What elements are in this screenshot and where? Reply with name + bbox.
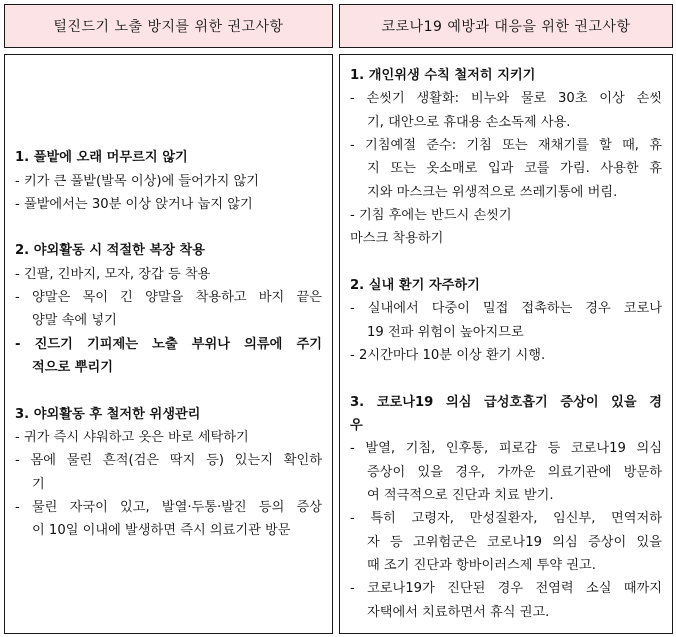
left-s2-item-1: - 긴팔, 긴바지, 모자, 장갑 등 착용 [15,267,211,282]
right-s2-item-2: - 2시간마다 10분 이상 환기 시행. [350,348,546,363]
right-s1-item-2-cont: 지 또는 옷소매로 입과 코를 가림. 사용한 휴 [367,161,662,176]
left-content-cell [4,54,333,634]
left-s3-item-1: - 귀가 즉시 샤워하고 옷은 바로 세탁하기 [15,430,249,445]
left-s3-item-3-cont: 이 10일 이내에 발생하면 즉시 의료기관 방문 [32,523,291,538]
right-content-cell [339,54,673,634]
right-s1-item-3: - 기침 후에는 반드시 손씻기 [350,208,512,223]
right-s3-item-3-cont: 자택에서 치료하면서 휴식 권고. [367,605,550,620]
left-s3-item-2: - 몸에 물린 흔적(검은 딱지 등) 있는지 확인하 [15,453,322,468]
right-s3-item-1-cont: 증상이 있을 경우, 가까운 의료기관에 방문하 [367,465,662,480]
left-s2-item-2-cont: 양말 속에 넣기 [32,313,117,328]
left-s2-item-3: - 진드기 기피제는 노출 부위나 의류에 주기 [15,337,322,352]
right-s3-item-2-cont2: 때 조기 진단과 항바이러스제 투약 권고. [367,558,596,573]
left-s3-item-2-cont: 기 [32,477,45,492]
left-section-1-title: 1. 풀밭에 오래 머무르지 않기 [15,150,188,165]
left-s2-item-3-cont: 적으로 뿌리기 [32,360,114,375]
left-header-title: 털진드기 노출 방지를 위한 권고사항 [53,19,284,35]
right-s1-item-2: - 기침예절 준수: 기침 또는 재채기를 할 때, 휴 [350,138,662,153]
right-s3-item-2: - 특히 고령자, 만성질환자, 임신부, 면역저하 [350,511,662,526]
right-s1-item-3-cont: 마스크 착용하기 [350,231,444,246]
right-header [339,4,673,48]
left-s1-item-1: - 키가 큰 풀밭(발목 이상)에 들어가지 않기 [15,174,260,189]
left-s1-item-2: - 풀밭에서는 30분 이상 앉거나 눕지 않기 [15,197,253,212]
left-s3-item-3: - 물린 자국이 있고, 발열·두통·발진 등의 증상 [15,500,322,515]
left-s2-item-2: - 양말은 목이 긴 양말을 착용하고 바지 끝은 [15,290,322,305]
right-s3-item-3: - 코로나19가 진단된 경우 전염력 소실 때까지 [350,581,662,596]
right-section-3-title-cont: 우 [350,418,363,433]
right-s3-item-1: - 발열, 기침, 인후통, 피로감 등 코로나19 의심 [350,441,662,456]
right-s1-item-2-cont2: 지와 마스크는 위생적으로 쓰레기통에 버림. [367,185,618,200]
right-section-1-title: 1. 개인위생 수칙 철저히 지키기 [350,68,536,83]
right-s1-item-1: - 손씻기 생활화: 비누와 물로 30초 이상 손씻 [350,91,662,106]
left-section-3-title: 3. 야외활동 후 철저한 위생관리 [15,407,201,422]
right-s2-item-1: - 실내에서 다중이 밀접 접촉하는 경우 코로나 [350,301,662,316]
right-s3-item-2-cont: 자 등 고위험군은 코로나19 의심 증상이 있을 [367,535,662,550]
right-section-3-title: 3. 코로나19 의심 급성호흡기 증상이 있을 경 [350,395,662,410]
right-s2-item-1-cont: 19 전파 위험이 높아지므로 [367,325,524,340]
right-section-2-title: 2. 실내 환기 자주하기 [350,278,480,293]
right-s1-item-1-cont: 기, 대안으로 휴대용 손소독제 사용. [367,115,571,130]
right-s3-item-1-cont2: 여 적극적으로 진단과 치료 받기. [367,488,554,503]
left-section-2-title: 2. 야외활동 시 적절한 복장 착용 [15,243,206,258]
right-header-title: 코로나19 예방과 대응을 위한 권고사항 [381,19,631,35]
left-header [4,4,333,48]
